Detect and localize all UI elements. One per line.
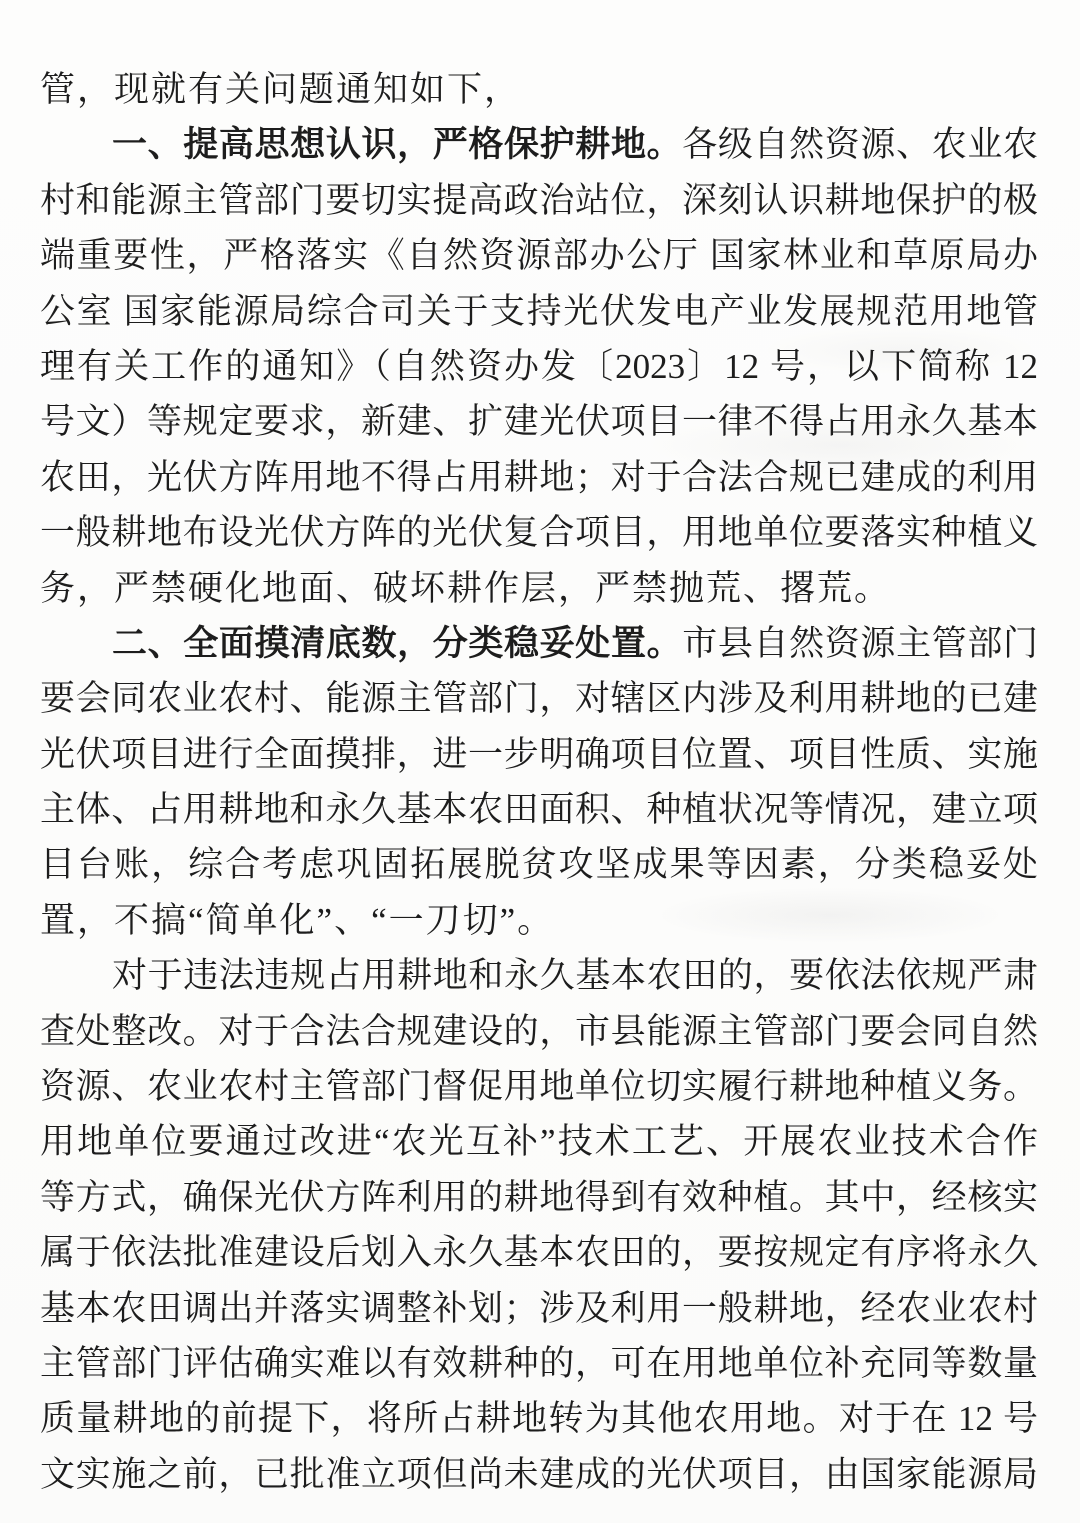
text-line (40, 1391, 1038, 1446)
text-segment: 基本农田调出并落实调整补划；涉及利用一般耕地，经农业农村 (40, 1288, 1038, 1328)
text-line (40, 117, 1038, 172)
document-body (40, 62, 1038, 1502)
text-line (40, 727, 1038, 782)
text-segment: 用地单位要通过改进“农光互补”技术工艺、开展农业技术合作 (40, 1122, 1038, 1162)
section-heading-segment: 一、提高思想认识，严格保护耕地。 (112, 125, 683, 165)
text-line (40, 837, 1038, 892)
text-segment: 置，不搞“简单化”、“一刀切”。 (40, 900, 555, 940)
text-segment: 对于违法违规占用耕地和永久基本农田的，要依法依规严肃 (112, 956, 1038, 996)
text-line (40, 1281, 1038, 1336)
text-line (40, 62, 1038, 117)
text-segment: 主体、占用耕地和永久基本农田面积、种植状况等情况，建立项 (40, 790, 1038, 830)
text-line (40, 450, 1038, 505)
text-line (40, 1447, 1038, 1502)
text-segment: 一般耕地布设光伏方阵的光伏复合项目，用地单位要落实种植义 (40, 513, 1038, 553)
text-line (40, 671, 1038, 726)
text-segment: 农田，光伏方阵用地不得占用耕地；对于合法合规已建成的利用 (40, 457, 1038, 497)
text-segment: 查处整改。对于合法合规建设的，市县能源主管部门要会同自然 (40, 1011, 1038, 1051)
text-line (40, 1225, 1038, 1280)
text-segment: 资源、农业农村主管部门督促用地单位切实履行耕地种植义务。 (40, 1067, 1038, 1107)
text-line (40, 1004, 1038, 1059)
text-segment: 村和能源主管部门要切实提高政治站位，深刻认识耕地保护的极 (40, 180, 1038, 220)
text-segment: 属于依法批准建设后划入永久基本农田的，要按规定有序将永久 (40, 1233, 1038, 1273)
text-line (40, 1336, 1038, 1391)
text-segment: 端重要性，严格落实《自然资源部办公厅 国家林业和草原局办 (40, 236, 1038, 276)
text-segment: 务，严禁硬化地面、破坏耕作层，严禁抛荒、撂荒。 (40, 568, 892, 608)
text-line (40, 1170, 1038, 1225)
text-line (40, 561, 1038, 616)
text-line (40, 284, 1038, 339)
text-line (40, 1114, 1038, 1169)
text-line (40, 948, 1038, 1003)
text-segment: 管，现就有关问题通知如下， (40, 70, 522, 109)
text-line (40, 782, 1038, 837)
text-segment: 目台账，综合考虑巩固拓展脱贫攻坚成果等因素，分类稳妥处 (40, 845, 1038, 885)
section-heading-segment: 二、全面摸清底数，分类稳妥处置。 (112, 623, 683, 663)
text-segment: 市县自然资源主管部门 (682, 623, 1038, 663)
text-line (40, 339, 1038, 394)
text-line (40, 394, 1038, 449)
text-line (40, 173, 1038, 228)
text-segment: 文实施之前，已批准立项但尚未建成的光伏项目，由国家能源局 (40, 1454, 1038, 1494)
text-segment: 公室 国家能源局综合司关于支持光伏发电产业发展规范用地管 (40, 291, 1038, 331)
text-segment: 质量耕地的前提下，将所占耕地转为其他农用地。对于在 12 号 (40, 1399, 1038, 1439)
text-segment: 要会同农业农村、能源主管部门，对辖区内涉及利用耕地的已建 (40, 679, 1038, 719)
text-segment: 号文）等规定要求，新建、扩建光伏项目一律不得占用永久基本 (40, 402, 1038, 442)
text-line (40, 1059, 1038, 1114)
text-line (40, 616, 1038, 671)
text-segment: 主管部门评估确实难以有效耕种的，可在用地单位补充同等数量 (40, 1343, 1038, 1383)
text-line (40, 893, 1038, 948)
text-line (40, 505, 1038, 560)
text-segment: 等方式，确保光伏方阵利用的耕地得到有效种植。其中，经核实 (40, 1177, 1038, 1217)
text-segment: 各级自然资源、农业农 (682, 125, 1038, 165)
text-segment: 理有关工作的通知》（自然资办发〔2023〕12 号，以下简称 12 (40, 346, 1038, 386)
text-segment: 光伏项目进行全面摸排，进一步明确项目位置、项目性质、实施 (40, 734, 1038, 774)
text-line (40, 228, 1038, 283)
